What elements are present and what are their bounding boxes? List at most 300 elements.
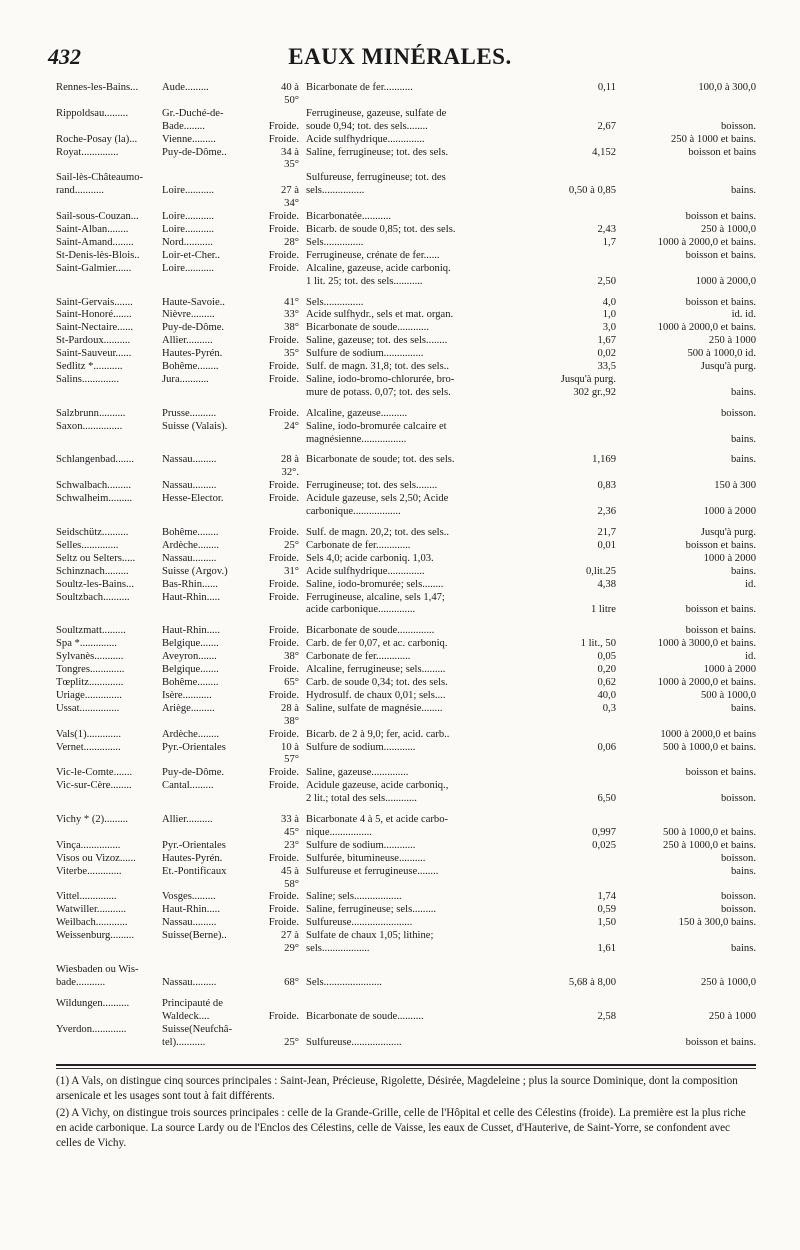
- table-row: [56, 904, 756, 917]
- station-name-cell: Saint-Galmier......: [56, 262, 132, 274]
- dosage-usage-cell: boisson et bains.: [685, 604, 756, 616]
- table-row: [56, 729, 756, 742]
- composition-cell: Bicarbonate 4 à 5, et acide carbo- nique................: [306, 814, 449, 838]
- dosage-usage-cell: 250 à 1000,0: [700, 976, 756, 988]
- quantity-cell: 33,5: [597, 361, 616, 373]
- dosage-usage-cell: boisson.: [720, 904, 756, 916]
- quantity-cell: [540, 408, 620, 421]
- temperature-cell: 27 à 29°: [281, 930, 299, 955]
- station-name-cell: Schwalheim.........: [56, 493, 133, 505]
- quantity-cell: 0,59: [597, 904, 616, 916]
- dosage-usage-cell: boisson et bains.: [685, 767, 756, 779]
- station-name-cell: Seidschütz..........: [56, 527, 129, 538]
- composition-cell: Sulfureuse...................: [306, 1036, 402, 1048]
- table-row: [56, 322, 756, 335]
- temperature-cell: 40 à 50°: [281, 82, 299, 106]
- station-name-cell: Yverdon.............: [56, 1023, 127, 1035]
- quantity-cell: 1,61: [597, 943, 616, 955]
- location-cell: Belgique.......: [162, 638, 219, 650]
- table-row: [56, 690, 756, 703]
- location-cell: Ariège.........: [162, 702, 215, 714]
- table-row: [56, 930, 756, 956]
- location-cell: Et.-Pontificaux: [162, 865, 227, 877]
- dosage-usage-cell: id. id.: [731, 309, 756, 321]
- dosage-usage-cell: 500 à 1000,0 et bains.: [663, 826, 756, 838]
- table-row: [56, 677, 756, 690]
- composition-cell: Alcaline, gazeuse..........: [306, 407, 408, 419]
- composition-cell: Bicarbonatée...........: [306, 211, 392, 223]
- dosage-usage-cell: 1000 à 2000,0 et bains.: [657, 236, 756, 248]
- location-cell: Hautes-Pyrén.: [162, 348, 223, 360]
- quantity-cell: 0,83: [597, 480, 616, 492]
- temperature-cell: 25°: [284, 539, 299, 551]
- location-cell: Loire...........: [162, 185, 215, 197]
- temperature-cell: Froide.: [268, 480, 299, 492]
- location-cell: Suisse (Valais).: [162, 420, 228, 432]
- quantity-cell: [540, 729, 620, 742]
- table-row: [56, 767, 756, 780]
- temperature-cell: Froide.: [268, 904, 299, 916]
- table-row: [56, 964, 756, 990]
- table-row: [56, 408, 756, 421]
- temperature-cell: Froide.: [268, 852, 299, 864]
- location-cell: Pyr.-Orientales: [162, 839, 226, 851]
- quantity-cell: 2,67: [597, 120, 616, 132]
- temperature-cell: Froide.: [268, 223, 299, 235]
- station-name-cell: Wildungen..........: [56, 997, 130, 1009]
- composition-cell: Ferrugineuse, alcaline, sels 1,47; acide carbonique..............: [306, 591, 445, 616]
- station-name-cell: Roche-Posay (la)...: [56, 133, 138, 145]
- station-name-cell: Schwalbach.........: [56, 480, 132, 492]
- composition-cell: Bicarbonate de soude..........: [306, 1010, 424, 1022]
- table-row: [56, 891, 756, 904]
- quantity-cell: 0,20: [597, 664, 616, 676]
- location-cell: Jura...........: [162, 373, 209, 385]
- location-cell: Ardèche........: [162, 728, 220, 740]
- station-name-cell: Tœplitz.............: [56, 676, 124, 688]
- location-cell: Haut-Rhin.....: [162, 625, 220, 637]
- composition-cell: Saline; sels..................: [306, 891, 402, 903]
- table-row: [56, 361, 756, 374]
- quantity-cell: 1 lit., 50: [580, 638, 616, 650]
- footnote-rule: [56, 1064, 756, 1066]
- composition-cell: Bicarbonate de fer...........: [306, 82, 413, 93]
- composition-cell: Bicarb. de 2 à 9,0; fer, acid. carb..: [306, 728, 450, 740]
- composition-cell: Sulfate de chaux 1,05; lithine; sels..................: [306, 930, 434, 955]
- quantity-cell: 1,50: [597, 917, 616, 929]
- table-row: [56, 147, 756, 173]
- composition-cell: Hydrosulf. de chaux 0,01; sels....: [306, 689, 446, 701]
- temperature-cell: Froide.: [268, 335, 299, 347]
- dosage-usage-cell: boisson et bains.: [685, 539, 756, 551]
- table-row: [56, 625, 756, 638]
- dosage-usage-cell: bains.: [730, 702, 756, 714]
- composition-cell: Carb. de fer 0,07, et ac. carboniq.: [306, 638, 448, 650]
- location-cell: Ardèche........: [162, 539, 220, 551]
- location-cell: Aude.........: [162, 82, 209, 93]
- station-name-cell: Vichy * (2).........: [56, 814, 129, 826]
- station-name-cell: St-Denis-lès-Blois..: [56, 249, 140, 261]
- location-cell: Hautes-Pyrén.: [162, 852, 223, 864]
- location-cell: Haut-Rhin.....: [162, 591, 220, 603]
- footnotes: [56, 1074, 756, 1151]
- quantity-cell: [540, 625, 620, 638]
- location-cell: Suisse (Argov.): [162, 565, 228, 577]
- dosage-usage-cell: 250 à 1000: [708, 1010, 756, 1022]
- dosage-usage-cell: 1000 à 2000,0 et bains.: [657, 676, 756, 688]
- dosage-usage-cell: 500 à 1000,0 id.: [687, 348, 756, 360]
- station-name-cell: Ussat...............: [56, 702, 120, 714]
- station-name-cell: Saint-Amand........: [56, 236, 134, 248]
- quantity-cell: 0,025: [592, 839, 616, 851]
- table-row: [56, 840, 756, 853]
- dosage-usage-cell: boisson.: [720, 407, 756, 419]
- table-row: [56, 335, 756, 348]
- temperature-cell: Froide.: [268, 728, 299, 740]
- location-cell: Nassau.........: [162, 976, 217, 988]
- location-cell: Suisse(Berne)..: [162, 930, 227, 942]
- station-name-cell: Wiesbaden ou Wis- bade...........: [56, 964, 139, 988]
- dosage-usage-cell: id.: [745, 578, 756, 590]
- station-name-cell: Schlangenbad.......: [56, 454, 134, 466]
- location-cell: Prusse..........: [162, 407, 217, 419]
- quantity-cell: 0,62: [597, 676, 616, 688]
- temperature-cell: Froide.: [268, 664, 299, 676]
- station-name-cell: Saint-Alban........: [56, 223, 129, 235]
- composition-cell: Alcaline, ferrugineuse; sels.........: [306, 664, 446, 676]
- location-cell: Allier..........: [162, 335, 213, 347]
- dosage-usage-cell: 150 à 300,0 bains.: [678, 917, 756, 929]
- location-cell: Loire...........: [162, 223, 215, 235]
- dosage-usage-cell: boisson et bains.: [685, 625, 756, 637]
- location-cell: Vosges.........: [162, 891, 216, 903]
- composition-cell: Saline, sulfate de magnésie........: [306, 702, 443, 714]
- location-cell: Bohême........: [162, 676, 219, 688]
- quantity-cell: [540, 767, 620, 780]
- dosage-usage-cell: bains.: [730, 943, 756, 955]
- table-row: [56, 638, 756, 651]
- table-row: [56, 527, 756, 540]
- location-cell: Puy-de-Dôme..: [162, 146, 227, 158]
- temperature-cell: 38°: [284, 322, 299, 334]
- dosage-usage-cell: 500 à 1000,0 et bains.: [663, 741, 756, 753]
- composition-cell: Ferrugineuse; tot. des sels........: [306, 480, 438, 492]
- composition-cell: Sels...............: [306, 236, 364, 248]
- location-cell: Hesse-Elector.: [162, 493, 224, 505]
- temperature-cell: 68°: [284, 976, 299, 988]
- table-row: [56, 566, 756, 579]
- location-cell: Suisse(Neufchâ- tel)...........: [162, 1023, 233, 1048]
- quantity-cell: 4,38: [597, 578, 616, 590]
- station-name-cell: Rennes-les-Bains...: [56, 82, 139, 93]
- location-cell: Nièvre.........: [162, 309, 215, 321]
- table-row: [56, 211, 756, 224]
- composition-cell: Bicarbonate de soude; tot. des sels.: [306, 454, 455, 466]
- dosage-usage-cell: id.: [745, 651, 756, 663]
- dosage-usage-cell: 100,0 à 300,0: [698, 82, 756, 93]
- quantity-cell: 0,05: [597, 651, 616, 663]
- quantity-cell: 4,0: [602, 296, 616, 308]
- location-cell: Principauté de Waldeck....: [162, 997, 223, 1022]
- composition-cell: Carbonate de fer.............: [306, 651, 411, 663]
- table-row: [56, 480, 756, 493]
- quantity-cell: 1 litre: [590, 604, 616, 616]
- location-cell: Puy-de-Dôme.: [162, 322, 225, 334]
- table-row: [56, 742, 756, 768]
- location-cell: Nassau.........: [162, 917, 217, 929]
- dosage-usage-cell: boisson.: [720, 793, 756, 805]
- temperature-cell: Froide.: [268, 638, 299, 650]
- table-row: [56, 553, 756, 566]
- dosage-usage-cell: 1000 à 3000,0 et bains.: [657, 638, 756, 650]
- dosage-usage-cell: bains.: [730, 185, 756, 197]
- station-name-cell: Vinça...............: [56, 839, 121, 851]
- dosage-usage-cell: 1000 à 2000,0 et bains: [660, 728, 756, 740]
- temperature-cell: Froide.: [268, 373, 299, 385]
- location-cell: Aveyron.......: [162, 651, 217, 663]
- dosage-usage-cell: 250 à 1000,0: [700, 223, 756, 235]
- quantity-cell: 2,58: [597, 1010, 616, 1022]
- quantity-cell: 6,50: [597, 793, 616, 805]
- table-row: [56, 540, 756, 553]
- quantity-cell: 1,0: [602, 309, 616, 321]
- temperature-cell: Froide.: [268, 767, 299, 779]
- quantity-cell: [540, 211, 620, 224]
- composition-cell: Alcaline, gazeuse, acide carboniq. 1 lit. 25; tot. des sels...........: [306, 262, 451, 287]
- composition-cell: Saline, iodo-bromurée calcaire et magnésienne.................: [306, 420, 447, 445]
- composition-cell: Bicarb. de soude 0,85; tot. des sels.: [306, 223, 456, 235]
- temperature-cell: 38°: [284, 651, 299, 663]
- quantity-cell: 4,152: [592, 146, 616, 158]
- location-cell: Nord...........: [162, 236, 213, 248]
- location-cell: Belgique.......: [162, 664, 219, 676]
- temperature-cell: 65°: [284, 676, 299, 688]
- composition-cell: Sulfureuse.......................: [306, 917, 413, 929]
- dosage-usage-cell: 250 à 1000,0 et bains.: [663, 839, 756, 851]
- dosage-usage-cell: 1000 à 2000,0: [695, 275, 756, 287]
- station-name-cell: Soultzmatt.........: [56, 625, 126, 637]
- quantity-cell: 1,74: [597, 891, 616, 903]
- quantity-cell: [540, 553, 620, 566]
- composition-cell: Ferrugineuse, crénate de fer......: [306, 249, 440, 261]
- table-row: [56, 814, 756, 840]
- dosage-usage-cell: Jusqu'à purg.: [700, 527, 756, 538]
- dosage-usage-cell: boisson et bains.: [685, 249, 756, 261]
- quantity-cell: 2,36: [597, 506, 616, 518]
- composition-cell: Saline, ferrugineuse; sels.........: [306, 904, 437, 916]
- temperature-cell: Froide.: [268, 262, 299, 274]
- location-cell: Isère...........: [162, 689, 212, 701]
- temperature-cell: 23°: [284, 839, 299, 851]
- temperature-cell: Froide.: [268, 493, 299, 505]
- temperature-cell: 34 à 35°: [281, 146, 299, 171]
- station-name-cell: Sail-lès-Châteaumo- rand...........: [56, 172, 144, 197]
- temperature-cell: Froide.: [268, 689, 299, 701]
- station-name-cell: Vic-le-Comte.......: [56, 767, 133, 779]
- station-name-cell: Weilbach............: [56, 917, 128, 929]
- dosage-usage-cell: bains.: [730, 565, 756, 577]
- temperature-cell: Froide.: [268, 552, 299, 564]
- footnote-2: (2) A Vichy, on distingue trois sources principales : celle de la Grande-Grille, celle de l'Hôpital et celle des Célestins (froide). La première est la plus riche en acide carbonique. La source Lardy ou de l'Enclos des Célestins, celle de Vaisse, les eaux de Cusset, d'Hauterive, de Saint-Yorre, se confondent avec celles de Vichy.: [56, 1107, 746, 1149]
- table-row: [56, 917, 756, 930]
- dosage-usage-cell: 1000 à 2000,0 et bains.: [657, 322, 756, 334]
- dosage-usage-cell: boisson et bains.: [685, 211, 756, 223]
- station-name-cell: Visos ou Vizoz......: [56, 852, 136, 864]
- dosage-usage-cell: 500 à 1000,0: [700, 689, 756, 701]
- table-row: [56, 108, 756, 134]
- quantity-cell: 40,0: [597, 689, 616, 701]
- composition-cell: Acidule gazeuse, acide carboniq., 2 lit.; total des sels............: [306, 780, 449, 805]
- dosage-usage-cell: boisson.: [720, 120, 756, 132]
- dosage-usage-cell: bains.: [730, 454, 756, 466]
- temperature-cell: Froide.: [268, 120, 299, 132]
- location-cell: Nassau.........: [162, 480, 217, 492]
- composition-cell: Carbonate de fer.............: [306, 539, 411, 551]
- temperature-cell: 24°: [284, 420, 299, 432]
- quantity-cell: 0,50 à 0,85: [568, 185, 616, 197]
- temperature-cell: Froide.: [268, 211, 299, 223]
- table-row: [56, 82, 756, 108]
- table-row: [56, 224, 756, 237]
- quantity-cell: 2,50: [597, 275, 616, 287]
- composition-cell: Saline, ferrugineuse; tot. des sels.: [306, 146, 449, 158]
- composition-cell: Acide sulfhydrique..............: [306, 565, 425, 577]
- temperature-cell: Froide.: [268, 591, 299, 603]
- composition-cell: Sulf. de magn. 20,2; tot. des sels..: [306, 527, 450, 538]
- temperature-cell: 31°: [284, 565, 299, 577]
- composition-cell: Acide sulfhydr., sels et mat. organ.: [306, 309, 454, 321]
- composition-cell: Saline, gazeuse; tot. des sels........: [306, 335, 448, 347]
- table-row: [56, 493, 756, 519]
- temperature-cell: 35°: [284, 348, 299, 360]
- location-cell: Bas-Rhin......: [162, 578, 218, 590]
- quantity-cell: [540, 1024, 620, 1050]
- dosage-usage-cell: boisson.: [720, 891, 756, 903]
- composition-cell: Sels......................: [306, 976, 382, 988]
- dosage-usage-cell: boisson.: [720, 852, 756, 864]
- station-name-cell: Soultzbach..........: [56, 591, 130, 603]
- temperature-cell: Froide.: [268, 1010, 299, 1022]
- quantity-cell: 5,68 à 8,00: [568, 976, 616, 988]
- composition-cell: Acidule gazeuse, sels 2,50; Acide carbonique..................: [306, 493, 449, 518]
- composition-cell: Saline, iodo-bromurée; sels........: [306, 578, 444, 590]
- quantity-cell: 0,3: [602, 702, 616, 714]
- quantity-cell: 1,7: [602, 236, 616, 248]
- dosage-usage-cell: Jusqu'à purg.: [700, 361, 756, 373]
- temperature-cell: 10 à 57°: [281, 741, 299, 766]
- table-row: [56, 651, 756, 664]
- dosage-usage-cell: 1000 à 2000: [703, 664, 756, 676]
- page-title: EAUX MINÉRALES.: [288, 44, 512, 69]
- quantity-cell: 2,43: [597, 223, 616, 235]
- table-row: [56, 780, 756, 806]
- station-name-cell: Vernet..............: [56, 741, 121, 753]
- composition-cell: Acide sulfhydrique..............: [306, 133, 425, 145]
- station-name-cell: Saxon...............: [56, 420, 123, 432]
- composition-cell: Sulfureuse et ferrugineuse........: [306, 865, 439, 877]
- temperature-cell: Froide.: [268, 578, 299, 590]
- station-name-cell: Saint-Sauveur......: [56, 348, 132, 360]
- station-name-cell: Vittel..............: [56, 891, 117, 903]
- quantity-cell: 21,7: [597, 527, 616, 538]
- composition-cell: Ferrugineuse, gazeuse, sulfate de soude 0,94; tot. des sels........: [306, 107, 447, 132]
- composition-cell: Sulf. de magn. 31,8; tot. des sels..: [306, 361, 450, 373]
- table-row: [56, 263, 756, 289]
- table-row: [56, 348, 756, 361]
- composition-cell: Sels...............: [306, 296, 364, 308]
- table-row: [56, 579, 756, 592]
- composition-cell: Sulfureuse, ferrugineuse; tot. des sels................: [306, 172, 446, 197]
- table-row: [56, 664, 756, 677]
- station-name-cell: Spa *..............: [56, 638, 117, 650]
- quantity-cell: 3,0: [602, 322, 616, 334]
- temperature-cell: 33°: [284, 309, 299, 321]
- station-name-cell: Royat..............: [56, 146, 119, 158]
- station-name-cell: Soultz-les-Bains...: [56, 578, 134, 590]
- station-name-cell: Salzbrunn..........: [56, 407, 126, 419]
- table-row: [56, 237, 756, 250]
- table-row: [56, 592, 756, 618]
- footnote-1: (1) A Vals, on distingue cinq sources principales : Saint-Jean, Précieuse, Rigolette, Désirée, Magdeleine ; plus la source Dominique, dont la composition arsenicale et les usages sont tout à fait différents.: [56, 1075, 738, 1102]
- table-row: [56, 421, 756, 447]
- location-cell: Loir-et-Cher..: [162, 249, 221, 261]
- table-row: [56, 309, 756, 322]
- dosage-usage-cell: 1000 à 2000: [703, 506, 756, 518]
- station-name-cell: Weissenburg.........: [56, 930, 135, 942]
- table-row: [56, 866, 756, 892]
- quantity-cell: 1,169: [592, 454, 616, 466]
- station-name-cell: Sylvanès...........: [56, 651, 124, 663]
- location-cell: Gr.-Duché-de- Bade........: [162, 107, 224, 132]
- temperature-cell: 41°: [284, 296, 299, 308]
- dosage-usage-cell: 250 à 1000: [708, 335, 756, 347]
- dosage-usage-cell: bains.: [730, 386, 756, 398]
- station-name-cell: Saint-Honoré.......: [56, 309, 132, 321]
- station-name-cell: Rippoldsau.........: [56, 107, 129, 119]
- temperature-cell: Froide.: [268, 780, 299, 792]
- station-name-cell: Seltz ou Selters.....: [56, 552, 136, 564]
- location-cell: Bohême........: [162, 361, 219, 373]
- location-cell: Loire...........: [162, 211, 215, 223]
- table-row: [56, 703, 756, 729]
- composition-cell: Bicarbonate de soude............: [306, 322, 429, 334]
- composition-cell: Sulfurée, bitumineuse..........: [306, 852, 426, 864]
- dosage-usage-cell: boisson et bains.: [685, 296, 756, 308]
- location-cell: Allier..........: [162, 814, 213, 826]
- station-name-cell: Viterbe.............: [56, 865, 122, 877]
- station-name-cell: Sedlitz *...........: [56, 361, 123, 373]
- table-row: [56, 853, 756, 866]
- dosage-usage-cell: 250 à 1000 et bains.: [670, 133, 756, 145]
- station-name-cell: Selles..............: [56, 539, 119, 551]
- table-row: [56, 1024, 756, 1050]
- composition-cell: Sulfure de sodium...............: [306, 348, 424, 360]
- composition-cell: Sulfure de sodium............: [306, 741, 416, 753]
- quantity-cell: 0,997: [592, 826, 616, 838]
- temperature-cell: 28 à 32°.: [281, 454, 299, 479]
- quantity-cell: 0,02: [597, 348, 616, 360]
- temperature-cell: 33 à 45°: [281, 814, 299, 838]
- quantity-cell: 0,01: [597, 539, 616, 551]
- station-name-cell: Vals(1).............: [56, 728, 122, 740]
- station-name-cell: Saint-Gervais.......: [56, 296, 133, 308]
- temperature-cell: Froide.: [268, 407, 299, 419]
- location-cell: Nassau.........: [162, 552, 217, 564]
- composition-cell: Bicarbonate de soude..............: [306, 625, 435, 637]
- temperature-cell: Froide.: [268, 361, 299, 373]
- quantity-cell: [540, 134, 620, 147]
- quantity-cell: [540, 853, 620, 866]
